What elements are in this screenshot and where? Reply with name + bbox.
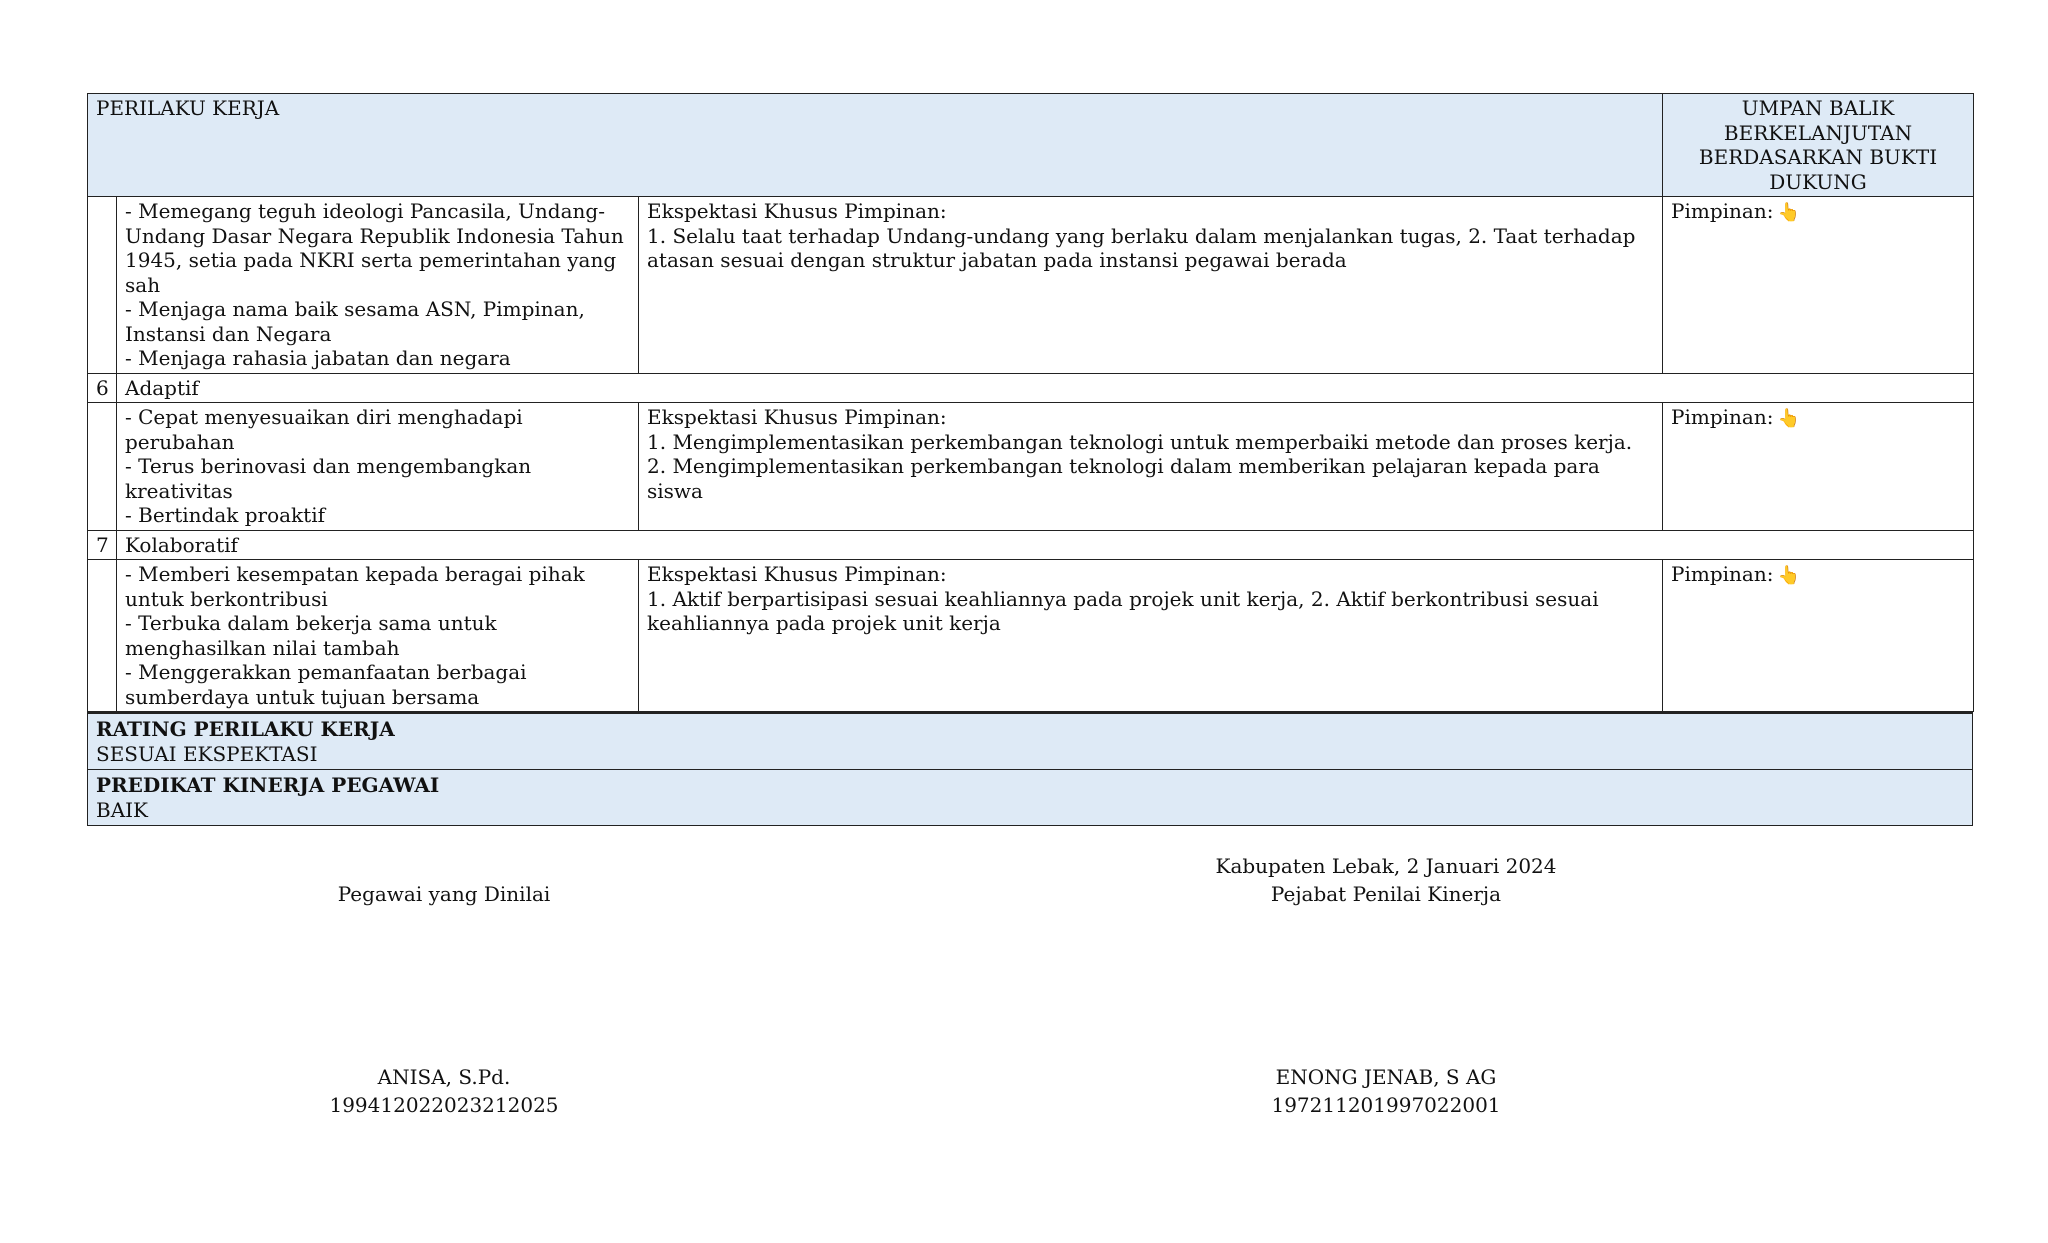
rating-label: RATING PERILAKU KERJA bbox=[96, 717, 395, 741]
table-row bbox=[88, 403, 1974, 531]
feedback-label: Pimpinan: bbox=[1671, 405, 1774, 429]
table-row bbox=[88, 197, 1974, 374]
left-signer-name: ANISA, S.Pd. bbox=[377, 1065, 511, 1089]
rating-cell bbox=[88, 713, 1973, 770]
right-role-text: Pejabat Penilai Kinerja bbox=[1270, 882, 1502, 906]
behavior-item: - Memberi kesempatan kepada beragai pihak untuk berkontribusi bbox=[125, 562, 585, 611]
expectation-label: Ekspektasi Khusus Pimpinan: bbox=[647, 562, 947, 586]
category-number: 6 bbox=[88, 373, 117, 403]
behavior-item: - Terus berinovasi dan mengembangkan kreativitas bbox=[125, 454, 532, 503]
header-umpan-balik: UMPAN BALIK BERKELANJUTAN BERDASARKAN BUKTI DUKUNG bbox=[1663, 94, 1974, 197]
right-signer-name: ENONG JENAB, S AG bbox=[1275, 1065, 1497, 1089]
row-number-cell bbox=[88, 197, 117, 374]
feedback-cell bbox=[1663, 560, 1974, 712]
category-number: 7 bbox=[88, 530, 117, 560]
table-header-row bbox=[88, 94, 1974, 197]
signature-left-name-block bbox=[244, 1063, 644, 1119]
behavior-item: - Menjaga rahasia jabatan dan negara bbox=[125, 346, 511, 370]
expectation-label: Ekspektasi Khusus Pimpinan: bbox=[647, 199, 947, 223]
performance-behavior-page bbox=[87, 93, 1973, 826]
pointing-hand-icon[interactable]: 👆 bbox=[1777, 408, 1800, 429]
category-row bbox=[88, 373, 1974, 403]
feedback-cell bbox=[1663, 403, 1974, 531]
predikat-value: BAIK bbox=[96, 797, 148, 822]
expectation-text: 1. Mengimplementasikan perkembangan teknologi untuk memperbaiki metode dan proses kerja. 2. Mengimplementasikan perkembangan teknologi dalam memberikan pelajaran kepada para siswa bbox=[647, 429, 1633, 503]
behavior-item: - Menggerakkan pemanfaatan berbagai sumberdaya untuk tujuan bersama bbox=[125, 660, 527, 709]
behavior-table bbox=[87, 93, 1974, 712]
left-role-text: Pegawai yang Dinilai bbox=[337, 882, 551, 906]
category-title: Kolaboratif bbox=[117, 530, 1974, 560]
expectation-cell bbox=[639, 560, 1663, 712]
rating-row bbox=[88, 713, 1973, 770]
row-number-cell bbox=[88, 560, 117, 712]
table-row bbox=[88, 560, 1974, 712]
behavior-list-cell bbox=[117, 403, 639, 531]
signature-right-name-block bbox=[1186, 1063, 1586, 1119]
behavior-list-cell bbox=[117, 197, 639, 374]
behavior-item: - Menjaga nama baik sesama ASN, Pimpinan, Instansi dan Negara bbox=[125, 297, 585, 346]
row-number-cell bbox=[88, 403, 117, 531]
expectation-cell bbox=[639, 403, 1663, 531]
summary-table bbox=[87, 711, 1973, 826]
behavior-list-cell bbox=[117, 560, 639, 712]
right-signer-nip: 197211201997022001 bbox=[1271, 1093, 1501, 1117]
pointing-hand-icon[interactable]: 👆 bbox=[1777, 202, 1800, 223]
predikat-label: PREDIKAT KINERJA PEGAWAI bbox=[96, 773, 440, 797]
place-date: Kabupaten Lebak, 2 Januari 2024 bbox=[1215, 854, 1557, 878]
rating-value: SESUAI EKSPEKTASI bbox=[96, 741, 318, 766]
expectation-text: 1. Aktif berpartisipasi sesuai keahliannya pada projek unit kerja, 2. Aktif berkontribusi sesuai keahliannya pada projek unit kerja bbox=[647, 586, 1599, 635]
feedback-cell bbox=[1663, 197, 1974, 374]
header-perilaku-kerja: PERILAKU KERJA bbox=[88, 94, 1663, 197]
left-signer-nip: 199412022023212025 bbox=[329, 1093, 559, 1117]
predikat-cell bbox=[88, 770, 1973, 826]
expectation-cell bbox=[639, 197, 1663, 374]
expectation-text: 1. Selalu taat terhadap Undang-undang yang berlaku dalam menjalankan tugas, 2. Taat terhadap atasan sesuai dengan struktur jabatan pada instansi pegawai berada bbox=[647, 223, 1636, 272]
behavior-item: - Bertindak proaktif bbox=[125, 503, 326, 527]
feedback-label: Pimpinan: bbox=[1671, 562, 1774, 586]
behavior-item: - Cepat menyesuaikan diri menghadapi perubahan bbox=[125, 405, 523, 454]
signature-right-header bbox=[1186, 852, 1586, 908]
category-row bbox=[88, 530, 1974, 560]
pointing-hand-icon[interactable]: 👆 bbox=[1777, 565, 1800, 586]
behavior-item: - Terbuka dalam bekerja sama untuk menghasilkan nilai tambah bbox=[125, 611, 497, 660]
predikat-row bbox=[88, 770, 1973, 826]
signature-left-role bbox=[244, 880, 644, 908]
category-title: Adaptif bbox=[117, 373, 1974, 403]
expectation-label: Ekspektasi Khusus Pimpinan: bbox=[647, 405, 947, 429]
feedback-label: Pimpinan: bbox=[1671, 199, 1774, 223]
behavior-item: - Memegang teguh ideologi Pancasila, Undang-Undang Dasar Negara Republik Indonesia Tahun 1945, setia pada NKRI serta pemerintahan yang sah bbox=[125, 199, 624, 297]
